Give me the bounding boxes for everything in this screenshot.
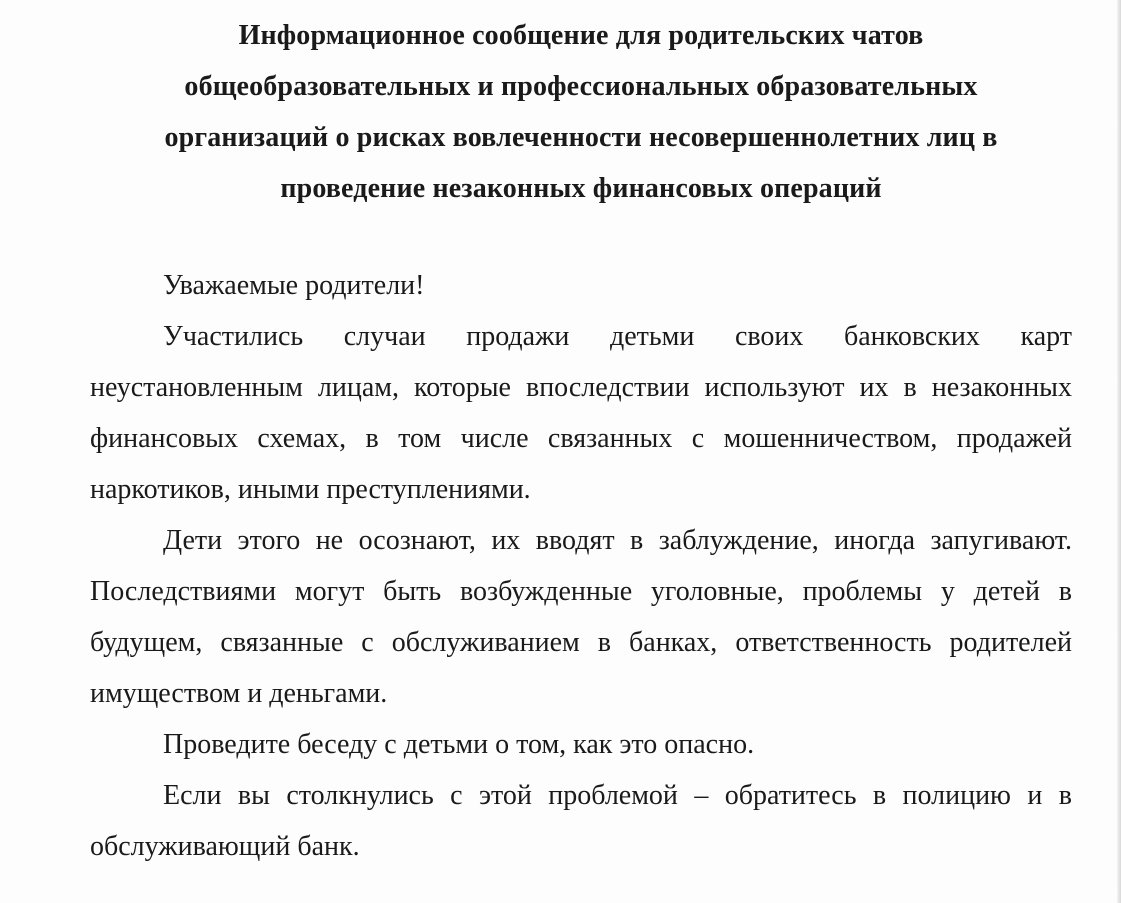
page-edge-shadow xyxy=(1117,0,1121,903)
paragraph-card-sales: Участились случаи продажи детьми своих банковских карт неустановленным лицам, которые впоследствии используют их в незаконных финансовых схемах, в том числе связанных с мошенничеством, продажей наркотиков, иными преступлениями. xyxy=(90,321,1072,505)
greeting: Уважаемые родители! xyxy=(163,270,425,301)
title-line-4: проведение незаконных финансовых операций xyxy=(280,173,882,204)
paragraph-talk-to-children: Проведите беседу с детьми о том, как это опасно. xyxy=(163,729,755,760)
document-body xyxy=(90,260,1072,872)
document-title xyxy=(90,10,1072,214)
title-line-2: общеобразовательных и профессиональных образовательных xyxy=(184,71,978,102)
paragraph-contact-police: Если вы столкнулись с этой проблемой – обратитесь в полицию и в обслуживающий банк. xyxy=(90,780,1072,862)
title-line-1: Информационное сообщение для родительских чатов xyxy=(238,20,924,51)
title-line-3: организаций о рисках вовлеченности несовершеннолетних лиц в xyxy=(164,122,998,153)
paragraph-consequences: Дети этого не осознают, их вводят в заблуждение, иногда запугивают. Последствиями могут быть возбужденные уголовные, проблемы у детей в будущем, связанные с обслуживанием в банках, ответственность родителей имуществом и деньгами. xyxy=(90,525,1072,709)
